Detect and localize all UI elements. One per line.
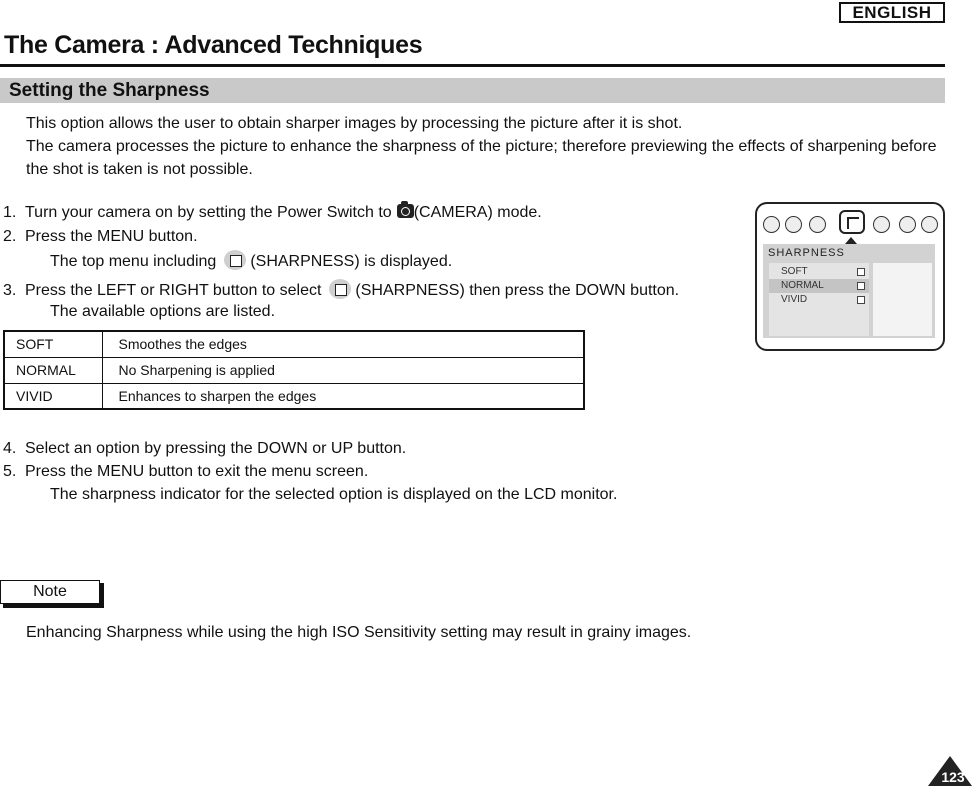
option-name: VIVID: [4, 383, 102, 409]
metering-icon: [809, 216, 826, 233]
page-number: 123: [941, 769, 965, 785]
note-label-box: [0, 580, 104, 608]
step-3-detail: The available options are listed.: [50, 303, 276, 320]
section-title: Setting the Sharpness: [9, 80, 210, 101]
option-description: Smoothes the edges: [118, 336, 247, 353]
step-number: 3.: [3, 282, 17, 299]
lcd-menu-icon-bar: [763, 214, 939, 238]
lcd-menu-header: SHARPNESS: [768, 247, 845, 259]
lcd-menu-side-area: [873, 263, 932, 336]
step-3: [3, 279, 679, 301]
table-row: [4, 383, 584, 409]
step-4: [3, 439, 406, 459]
page-title: The Camera : Advanced Techniques: [4, 31, 423, 59]
lcd-menu-item-label: SOFT: [781, 266, 808, 277]
table-row: [4, 331, 584, 357]
sharpness-vivid-icon: [857, 296, 865, 304]
step-detail-text: The top menu including: [50, 253, 217, 270]
quality-icon: [785, 216, 802, 233]
sharpness-options-table: [3, 330, 585, 410]
lcd-menu-item-label: NORMAL: [781, 280, 824, 291]
option-name: SOFT: [4, 331, 102, 357]
lcd-menu-illustration: [755, 202, 945, 351]
language-badge: ENGLISH: [839, 2, 945, 23]
note-text: Enhancing Sharpness while using the high ISO Sensitivity setting may result in grainy images.: [26, 624, 692, 641]
setup-icon: [921, 216, 938, 233]
timer-icon: [899, 216, 916, 233]
lcd-pointer-arrow: [845, 237, 857, 244]
sharpness-icon: [224, 250, 246, 270]
lcd-menu-item-vivid: [769, 293, 869, 307]
note-label: Note: [0, 580, 100, 604]
intro-line-1: This option allows the user to obtain sharper images by processing the picture after it is shot.: [26, 115, 683, 132]
lcd-menu-item-soft: [769, 265, 869, 279]
page-number-badge: [928, 756, 972, 788]
step-number: 2.: [3, 228, 17, 245]
lcd-menu-item-label: VIVID: [781, 294, 808, 305]
step-text-after: (SHARPNESS) then press the DOWN button.: [355, 282, 680, 299]
table-row: [4, 357, 584, 383]
step-5-detail: The sharpness indicator for the selected option is displayed on the LCD monitor.: [50, 486, 618, 503]
camera-icon: [873, 216, 890, 233]
lcd-menu-item-normal: [769, 279, 869, 293]
step-1: [3, 203, 542, 223]
title-rule: [0, 64, 945, 67]
option-description: Enhances to sharpen the edges: [102, 383, 584, 409]
step-text: Press the MENU button to exit the menu screen.: [25, 463, 369, 480]
step-2: [3, 227, 198, 247]
step-text-after: (CAMERA) mode.: [413, 204, 542, 221]
intro-line-2: The camera processes the picture to enhance the sharpness of the picture; therefore previewing the effects of sharpening before the shot is taken is not possible.: [26, 138, 937, 178]
step-text: Press the MENU button.: [25, 228, 198, 245]
size-icon: [763, 216, 780, 233]
step-number: 1.: [3, 204, 17, 221]
step-detail-text-after: (SHARPNESS) is displayed.: [250, 253, 453, 270]
intro-text: [26, 112, 941, 181]
step-text: Turn your camera on by setting the Power Switch to: [25, 204, 392, 221]
sharpness-normal-icon: [857, 282, 865, 290]
step-number: 5.: [3, 463, 17, 480]
sharpness-icon: [329, 279, 351, 299]
step-number: 4.: [3, 440, 17, 457]
sharpness-soft-icon: [857, 268, 865, 276]
step-text: Select an option by pressing the DOWN or UP button.: [25, 440, 407, 457]
camera-icon: [397, 204, 414, 218]
option-name: NORMAL: [4, 357, 102, 383]
step-5: [3, 462, 368, 482]
step-text: Press the LEFT or RIGHT button to select: [25, 282, 322, 299]
step-2-detail: [50, 250, 452, 272]
option-description: No Sharpening is applied: [102, 357, 584, 383]
sharpness-icon: [839, 210, 865, 234]
